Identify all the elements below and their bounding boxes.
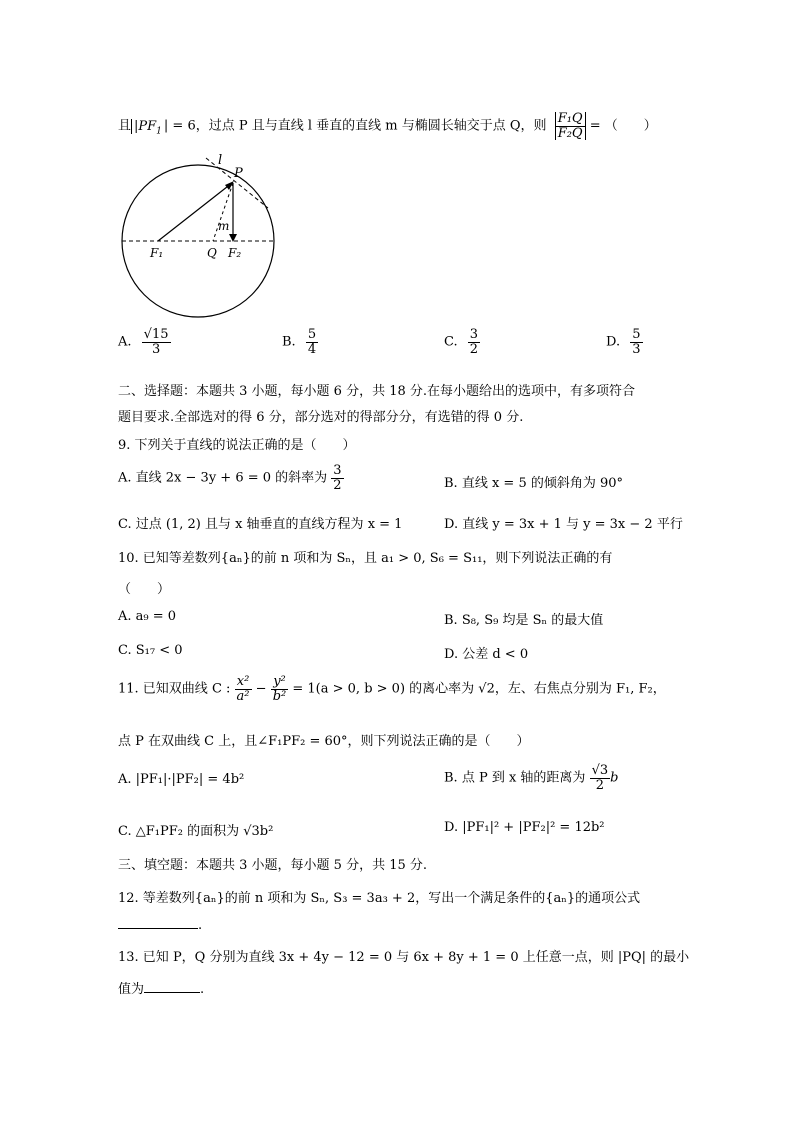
q8-option-b-num: 5: [307, 327, 317, 342]
q8-stem: [118, 112, 657, 140]
q8-option-b: [282, 328, 318, 356]
q8-option-a-frac: [142, 328, 171, 356]
q8-option-b-frac: [306, 328, 318, 356]
q8-option-d-letter: D.: [606, 334, 621, 350]
q8-option-d-den: 3: [632, 341, 641, 357]
q8-prefix: 且: [118, 118, 132, 134]
q9-option-a-num: 3: [333, 463, 342, 478]
q11-option-b-num: √3: [591, 763, 609, 778]
q8-suffix: = （ ）: [589, 118, 657, 134]
q11-frac-y-num: y²: [271, 675, 289, 690]
q11-stem-pre: 11. 已知双曲线 C :: [118, 681, 231, 697]
q8-option-a-num: √15: [143, 327, 169, 342]
q8-option-c-letter: C.: [444, 334, 458, 350]
q12-blank-end: .: [198, 918, 203, 933]
q8-option-b-den: 4: [307, 341, 317, 357]
q8-middle: ，过点 P 且与直线 l 垂直的直线 m 与椭圆长轴交于点 Q，则: [195, 118, 547, 134]
q10-option-b: B. S₈, S₉ 均是 Sₙ 的最大值: [444, 613, 604, 628]
q11-stem-post: = 1(a > 0, b > 0) 的离心率为 √2，左、右焦点分别为 F₁, F₂，: [292, 681, 666, 697]
label-l: l: [218, 153, 223, 168]
q11-frac-x-den: a²: [236, 688, 250, 704]
q12-blank[interactable]: [118, 916, 198, 929]
label-f2: F₂: [228, 246, 242, 260]
q12-stem: 12. 等差数列{aₙ}的前 n 项和为 Sₙ, S₃ = 3a₃ + 2，写出一个满足条件的{aₙ}的通项公式: [118, 891, 641, 906]
q8-option-d-num: 5: [632, 327, 641, 342]
q9-option-a-frac: [331, 464, 343, 492]
q8-pf1: [131, 118, 164, 137]
section3-heading: 三、填空题：本题共 3 小题，每小题 5 分，共 15 分.: [118, 858, 428, 873]
q10-option-c: C. S₁₇ < 0: [118, 643, 183, 658]
q11-frac-y: [271, 675, 289, 703]
q13-stem: 13. 已知 P，Q 分别为直线 3x + 4y − 12 = 0 与 6x + 8y + 1 = 0 上任意一点，则 |PQ| 的最小: [118, 950, 690, 965]
q11-stem: [118, 675, 666, 703]
q8-option-c-num: 3: [469, 327, 479, 342]
q8-pf1-text: |PF: [134, 118, 157, 134]
q13-answer-line: [118, 978, 204, 997]
q13-line2: 值为: [118, 982, 145, 997]
q11-option-c: C. △F₁PF₂ 的面积为 √3b²: [118, 824, 274, 839]
q11-frac-y-den: b²: [272, 688, 287, 704]
q8-pf1-val: | = 6: [163, 118, 196, 134]
q11-option-a: A. |PF₁|·|PF₂| = 4b²: [118, 772, 245, 787]
label-f1: F₁: [150, 246, 164, 260]
ellipse-figure: [110, 150, 290, 330]
q8-option-d: [606, 328, 643, 356]
q10-paren: （ ）: [118, 582, 171, 597]
q8-pf1-sub: 1: [156, 126, 162, 137]
q11-option-d: D. |PF₁|² + |PF₂|² = 12b²: [444, 820, 605, 835]
q11-option-b-text: B. 点 P 到 x 轴的距离为: [444, 770, 586, 786]
q10-stem: 10. 已知等差数列{aₙ}的前 n 项和为 Sₙ，且 a₁ > 0, S₆ = S₁₁，则下列说法正确的有: [118, 551, 613, 566]
q9-stem: 9. 下列关于直线的说法正确的是（ ）: [118, 438, 356, 453]
q9-option-d: D. 直线 y = 3x + 1 与 y = 3x − 2 平行: [444, 517, 683, 532]
q12-answer-line: [118, 916, 202, 933]
q8-option-c-frac: [468, 328, 480, 356]
q9-option-a: [118, 464, 344, 492]
q8-option-b-letter: B.: [282, 334, 296, 350]
label-m: m: [218, 219, 230, 233]
q13-blank-end: .: [200, 982, 205, 997]
q8-option-a: [118, 328, 171, 356]
q11-option-b-den: 2: [595, 777, 604, 793]
q8-option-a-letter: A.: [118, 334, 132, 350]
section2-heading-line2: 题目要求.全部选对的得 6 分，部分选对的得部分分，有选错的得 0 分.: [118, 410, 524, 425]
label-q: Q: [207, 246, 217, 260]
label-p: P: [234, 166, 243, 181]
q11-frac-x-num: x²: [235, 675, 252, 690]
q8-option-c: [444, 328, 480, 356]
q13-blank[interactable]: [144, 980, 200, 993]
q8-option-c-den: 2: [469, 341, 479, 357]
q11-minus: −: [255, 681, 267, 697]
q11-option-b-post: b: [610, 770, 619, 786]
q10-option-a: A. a₉ = 0: [118, 609, 177, 624]
q11-stem-line2: 点 P 在双曲线 C 上，且∠F₁PF₂ = 60°，则下列说法正确的是（ ）: [118, 734, 530, 749]
q11-option-b: [444, 764, 618, 792]
q9-option-a-text: A. 直线 2x − 3y + 6 = 0 的斜率为: [118, 470, 328, 486]
q8-ratio-num: F₁Q: [555, 112, 586, 127]
q8-ratio-den: F₂Q: [555, 127, 586, 141]
q8-option-a-den: 3: [151, 341, 161, 357]
q10-option-d: D. 公差 d < 0: [444, 647, 529, 662]
q9-option-a-den: 2: [333, 477, 342, 493]
q9-option-b: B. 直线 x = 5 的倾斜角为 90°: [444, 476, 624, 491]
q8-ratio: [555, 112, 586, 140]
q9-option-c: C. 过点 (1, 2) 且与 x 轴垂直的直线方程为 x = 1: [118, 517, 403, 532]
section2-heading-line1: 二、选择题：本题共 3 小题，每小题 6 分，共 18 分.在每小题给出的选项中，有多项符合: [118, 384, 636, 399]
q11-frac-x: [235, 675, 252, 703]
q8-option-d-frac: [630, 328, 642, 356]
q11-option-b-frac: [590, 764, 611, 792]
